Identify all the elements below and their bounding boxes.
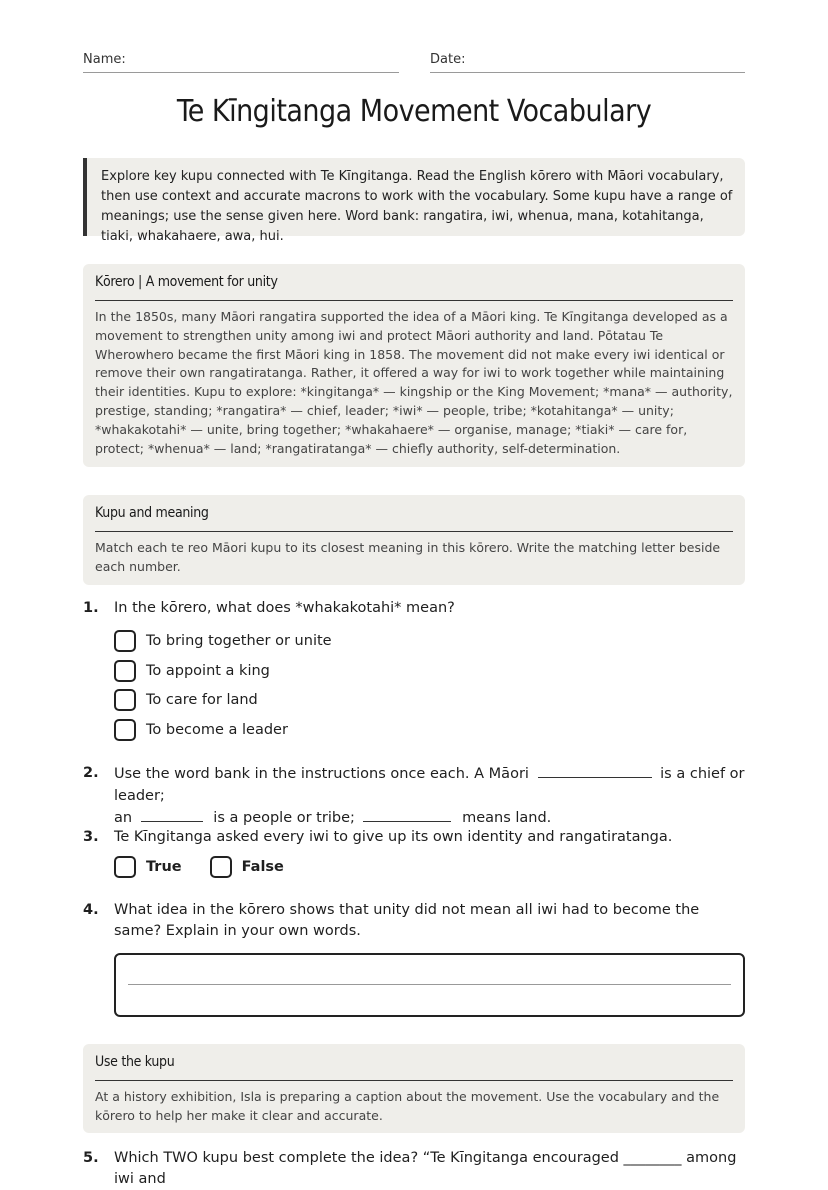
checkbox[interactable] [114,856,136,878]
korero-heading: Kōrero | A movement for unity [95,274,733,301]
true-option[interactable] [114,856,182,878]
option-label: To become a leader [146,722,288,738]
question-number: 1. [83,600,99,616]
q1-option-a[interactable] [114,630,332,652]
option-label: To appoint a king [146,663,270,679]
worksheet-page [83,0,745,1187]
question-text: What idea in the kōrero shows that unity did not mean all iwi had to become the same? Explain in your own words. [114,902,700,939]
use-heading: Use the kupu [95,1054,733,1081]
blank-2[interactable] [141,807,203,822]
question-text: Use the word bank in the instructions once each. A Māori is a chief or leader; an is a people or tribe; means land. [114,763,745,829]
q1-option-c[interactable] [114,689,258,711]
option-label: To bring together or unite [146,633,332,649]
checkbox[interactable] [114,660,136,682]
intro-callout: Explore key kupu connected with Te Kīngitanga. Read the English kōrero with Māori vocabulary, then use context and accurate macrons to work with the vocabulary. Some kupu have a range of meanings; use the sense given here. Word bank: rangatira, iwi, whenua, mana, kotahitanga, tiaki, whakahaere, awa, hui. [83,158,745,236]
true-false-options [114,856,312,878]
question-text: Which TWO kupu best complete the idea? “Te Kīngitanga encouraged ________ among iwi and [114,1150,737,1187]
q1-option-d[interactable] [114,719,288,741]
page-title: Te Kīngitanga Movement Vocabulary [176,94,652,129]
question-text: In the kōrero, what does *whakakotahi* mean? [114,600,455,616]
option-label: True [146,859,182,875]
answer-line [128,984,731,985]
use-body: At a history exhibition, Isla is preparing a caption about the movement. Use the vocabulary and the kōrero to help her make it clear and accurate. [95,1089,720,1123]
header-row [83,52,745,74]
false-option[interactable] [210,856,284,878]
blank-3[interactable] [363,807,451,822]
question-text: Te Kīngitanga asked every iwi to give up its own identity and rangatiratanga. [114,829,673,845]
blank-1[interactable] [538,763,652,778]
use-kupu-panel [83,1044,745,1133]
question-number: 4. [83,902,99,918]
checkbox[interactable] [210,856,232,878]
date-label: Date: [430,52,466,67]
korero-body: In the 1850s, many Māori rangatira supported the idea of a Māori king. Te Kīngitanga developed as a movement to strengthen unity among iwi and protect Māori authority and land. Pōtatau Te Wherowhero became the first Māori king in 1858. The movement did not make every iwi identical or remove their own rangatiratanga. Rather, it offered a way for iwi to work together while maintaining their identities. Kupu to explore: *kingitanga* — kingship or the King Movement; *mana* — authority, prestige, standing; *rangatira* — chief, leader; *iwi* — people, tribe; *kotahitanga* — unity; *whakakotahi* — unite, bring together; *whakahaere* — organise, manage; *tiaki* — care for, protect; *whenua* — land; *rangatiratanga* — chiefly authority, self-determination. [95,309,733,456]
question-number: 3. [83,829,99,845]
option-label: To care for land [146,692,258,708]
checkbox[interactable] [114,630,136,652]
answer-box[interactable] [114,953,745,1017]
question-number: 2. [83,765,99,781]
option-label: False [241,859,284,875]
kupu-heading: Kupu and meaning [95,505,733,532]
date-field[interactable] [430,52,745,73]
kupu-panel [83,495,745,585]
korero-panel [83,264,745,467]
q1-option-b[interactable] [114,660,270,682]
name-field[interactable] [83,52,399,73]
checkbox[interactable] [114,689,136,711]
checkbox[interactable] [114,719,136,741]
name-label: Name: [83,52,126,67]
kupu-body: Match each te reo Māori kupu to its closest meaning in this kōrero. Write the matching letter beside each number. [95,540,721,574]
question-number: 5. [83,1150,99,1166]
